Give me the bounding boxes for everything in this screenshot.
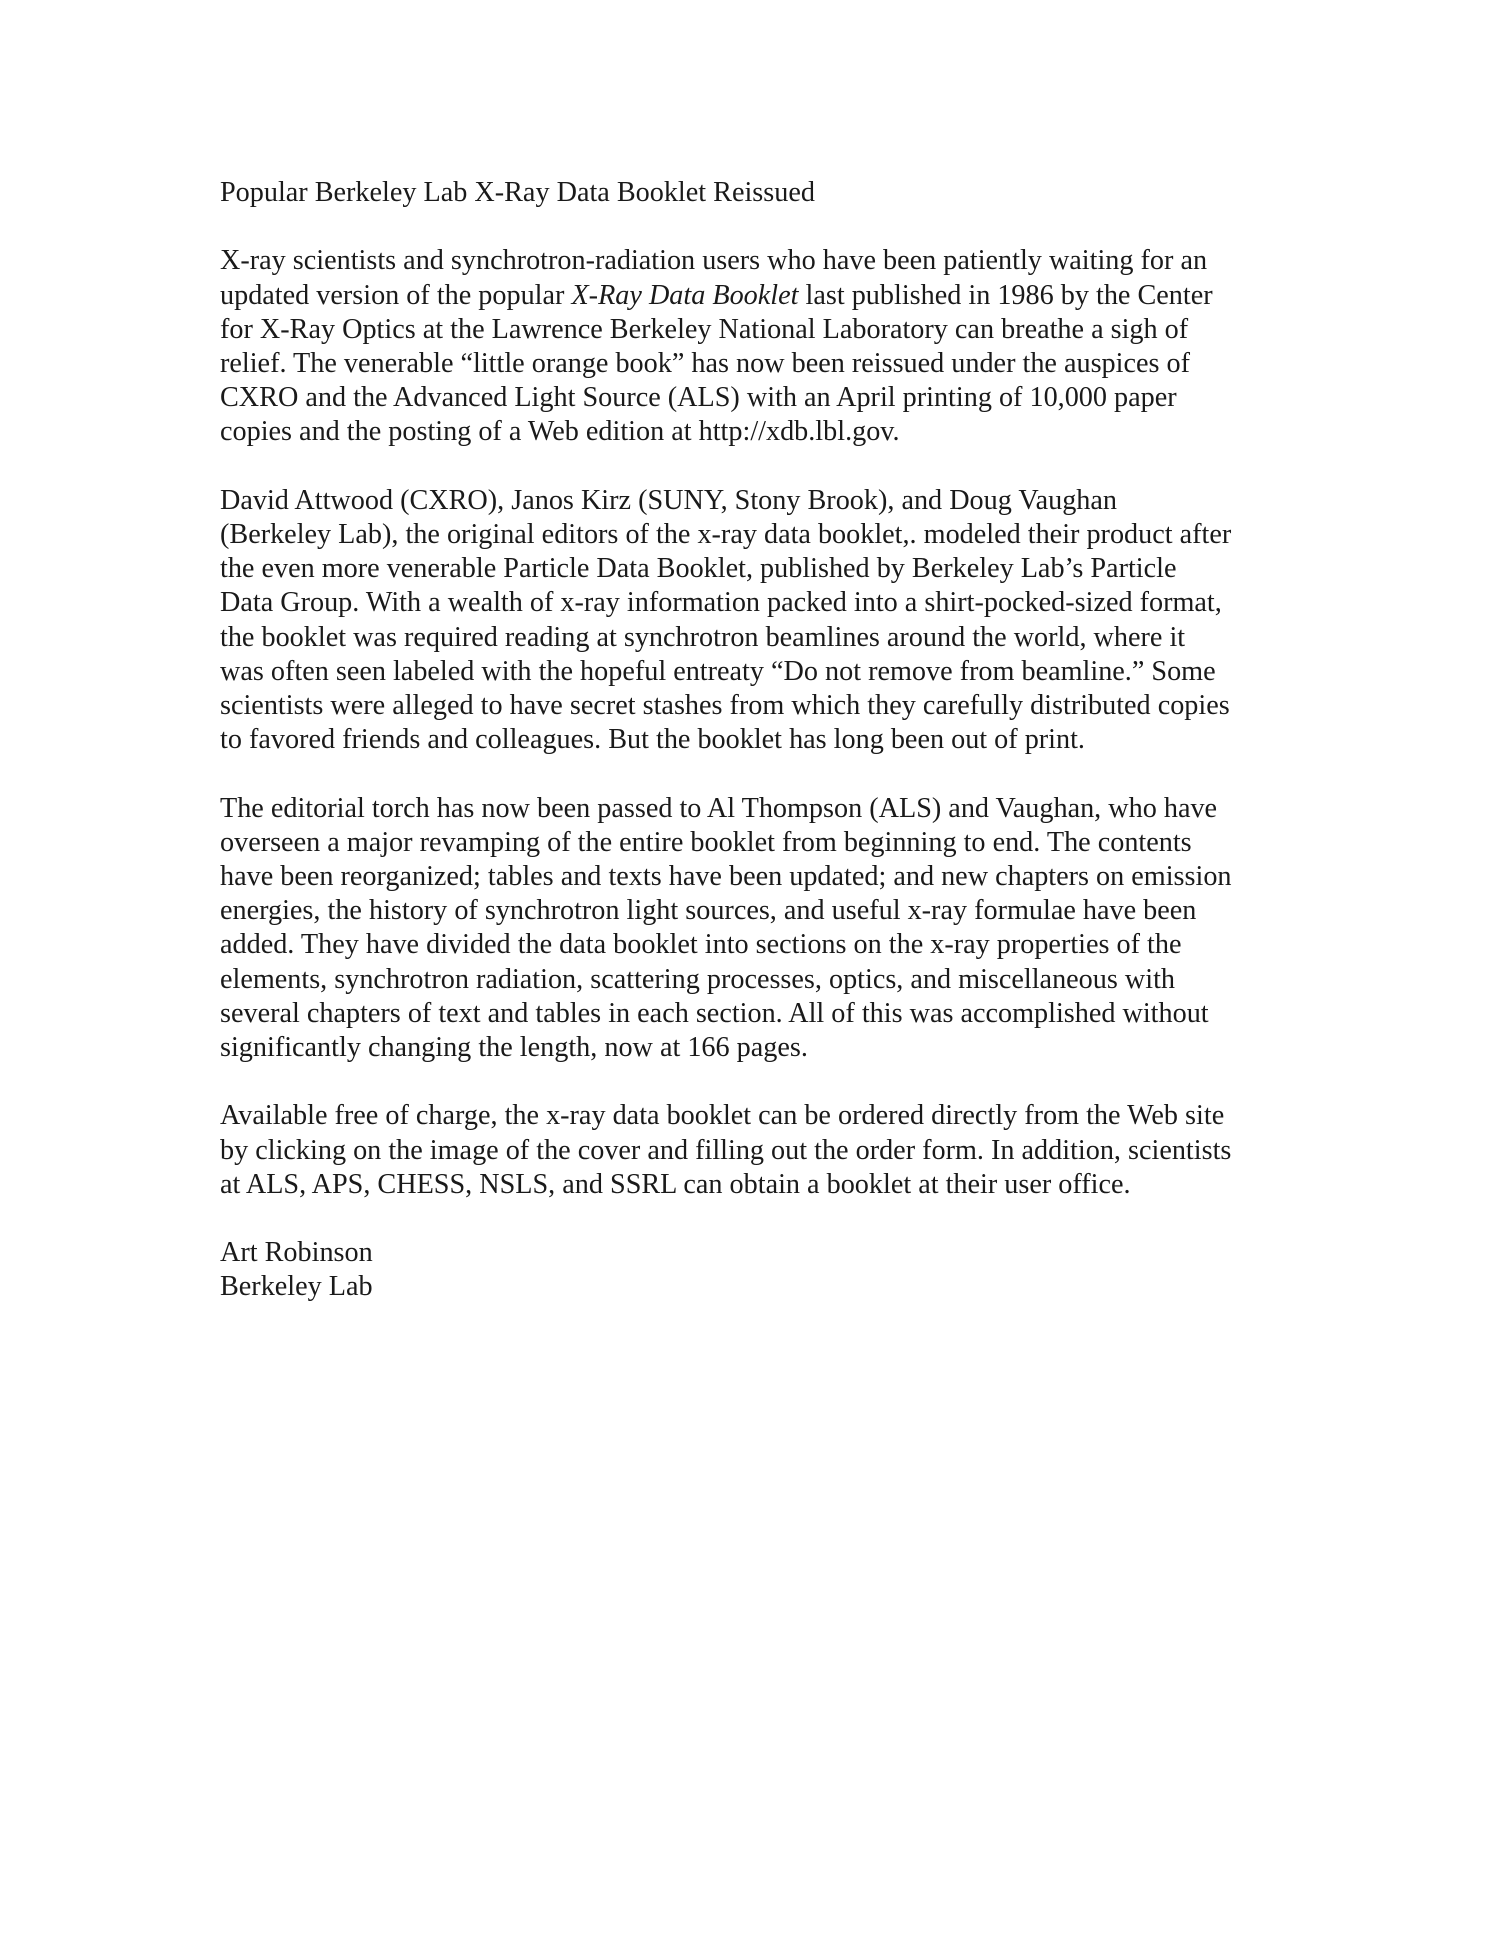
paragraph-1-line-5: CXRO and the Advanced Light Source (ALS) with an April printing of 10,000 paper	[220, 382, 1177, 414]
line-2-text-after: last published in 1986 by the Center	[798, 279, 1213, 311]
paragraph-4-line: by clicking on the image of the cover and filling out the order form. In addition, scientists	[220, 1134, 1232, 1166]
paragraph-1-line-4: relief. The venerable “little orange book” has now been reissued under the auspices of	[220, 348, 1191, 379]
signature-block	[220, 1236, 1300, 1304]
paragraph-2-line: (Berkeley Lab), the original editors of the x-ray data booklet,. modeled their product after	[220, 519, 1232, 550]
paragraph-3	[220, 792, 1300, 1066]
paragraph-gap	[220, 1065, 1300, 1099]
paragraph-1	[220, 244, 1300, 449]
paragraph-gap	[220, 450, 1300, 484]
paragraph-gap	[220, 210, 1300, 244]
author-name: Art Robinson	[220, 1237, 373, 1269]
paragraph-2-line: scientists were alleged to have secret stashes from which they carefully distributed copies	[220, 690, 1230, 722]
paragraph-3-line: added. They have divided the data booklet into sections on the x-ray properties of the	[220, 929, 1182, 961]
paragraph-2-line: the even more venerable Particle Data Booklet, published by Berkeley Lab’s Particle	[220, 553, 1177, 585]
paragraph-3-line: The editorial torch has now been passed to Al Thompson (ALS) and Vaughan, who have	[220, 792, 1218, 824]
paragraph-3-line: significantly changing the length, now at 166 pages.	[220, 1032, 808, 1064]
booklet-title-italic: X-Ray Data Booklet	[571, 279, 799, 311]
paragraph-1-line-3: for X-Ray Optics at the Lawrence Berkeley National Laboratory can breathe a sigh of	[220, 313, 1189, 345]
line-2-text-before: updated version of the popular	[220, 279, 572, 311]
document-title: Popular Berkeley Lab X-Ray Data Booklet Reissued	[220, 177, 815, 208]
paragraph-2	[220, 484, 1300, 758]
paragraph-3-line: several chapters of text and tables in each section. All of this was accomplished without	[220, 997, 1209, 1029]
paragraph-3-line: elements, synchrotron radiation, scattering processes, optics, and miscellaneous with	[220, 963, 1175, 995]
paragraph-gap	[220, 1202, 1300, 1236]
paragraph-4-line: Available free of charge, the x-ray data booklet can be ordered directly from the Web site	[220, 1100, 1225, 1132]
paragraph-gap	[220, 757, 1300, 791]
author-affiliation: Berkeley Lab	[220, 1271, 373, 1303]
paragraph-2-line: to favored friends and colleagues. But the booklet has long been out of print.	[220, 724, 1085, 756]
paragraph-3-line: have been reorganized; tables and texts have been updated; and new chapters on emission	[220, 861, 1232, 893]
paragraph-3-line: energies, the history of synchrotron light sources, and useful x-ray formulae have been	[220, 895, 1197, 927]
paragraph-3-line: overseen a major revamping of the entire booklet from beginning to end. The contents	[220, 826, 1192, 858]
paragraph-2-line: Data Group. With a wealth of x-ray information packed into a shirt-pocked-sized format,	[220, 587, 1222, 619]
paragraph-2-line: David Attwood (CXRO), Janos Kirz (SUNY, Stony Brook), and Doug Vaughan	[220, 484, 1117, 516]
document-body	[220, 176, 1300, 1305]
paragraph-1-line-6: copies and the posting of a Web edition at http://xdb.lbl.gov.	[220, 416, 900, 448]
paragraph-2-line: was often seen labeled with the hopeful entreaty “Do not remove from beamline.” Some	[220, 655, 1216, 687]
paragraph-1-line-2	[220, 279, 1300, 313]
paragraph-1-line-1: X-ray scientists and synchrotron-radiation users who have been patiently waiting for an	[220, 245, 1208, 277]
paragraph-4-line: at ALS, APS, CHESS, NSLS, and SSRL can obtain a booklet at their user office.	[220, 1168, 1131, 1200]
paragraph-2-line: the booklet was required reading at synchrotron beamlines around the world, where it	[220, 621, 1186, 653]
paragraph-4	[220, 1099, 1300, 1202]
